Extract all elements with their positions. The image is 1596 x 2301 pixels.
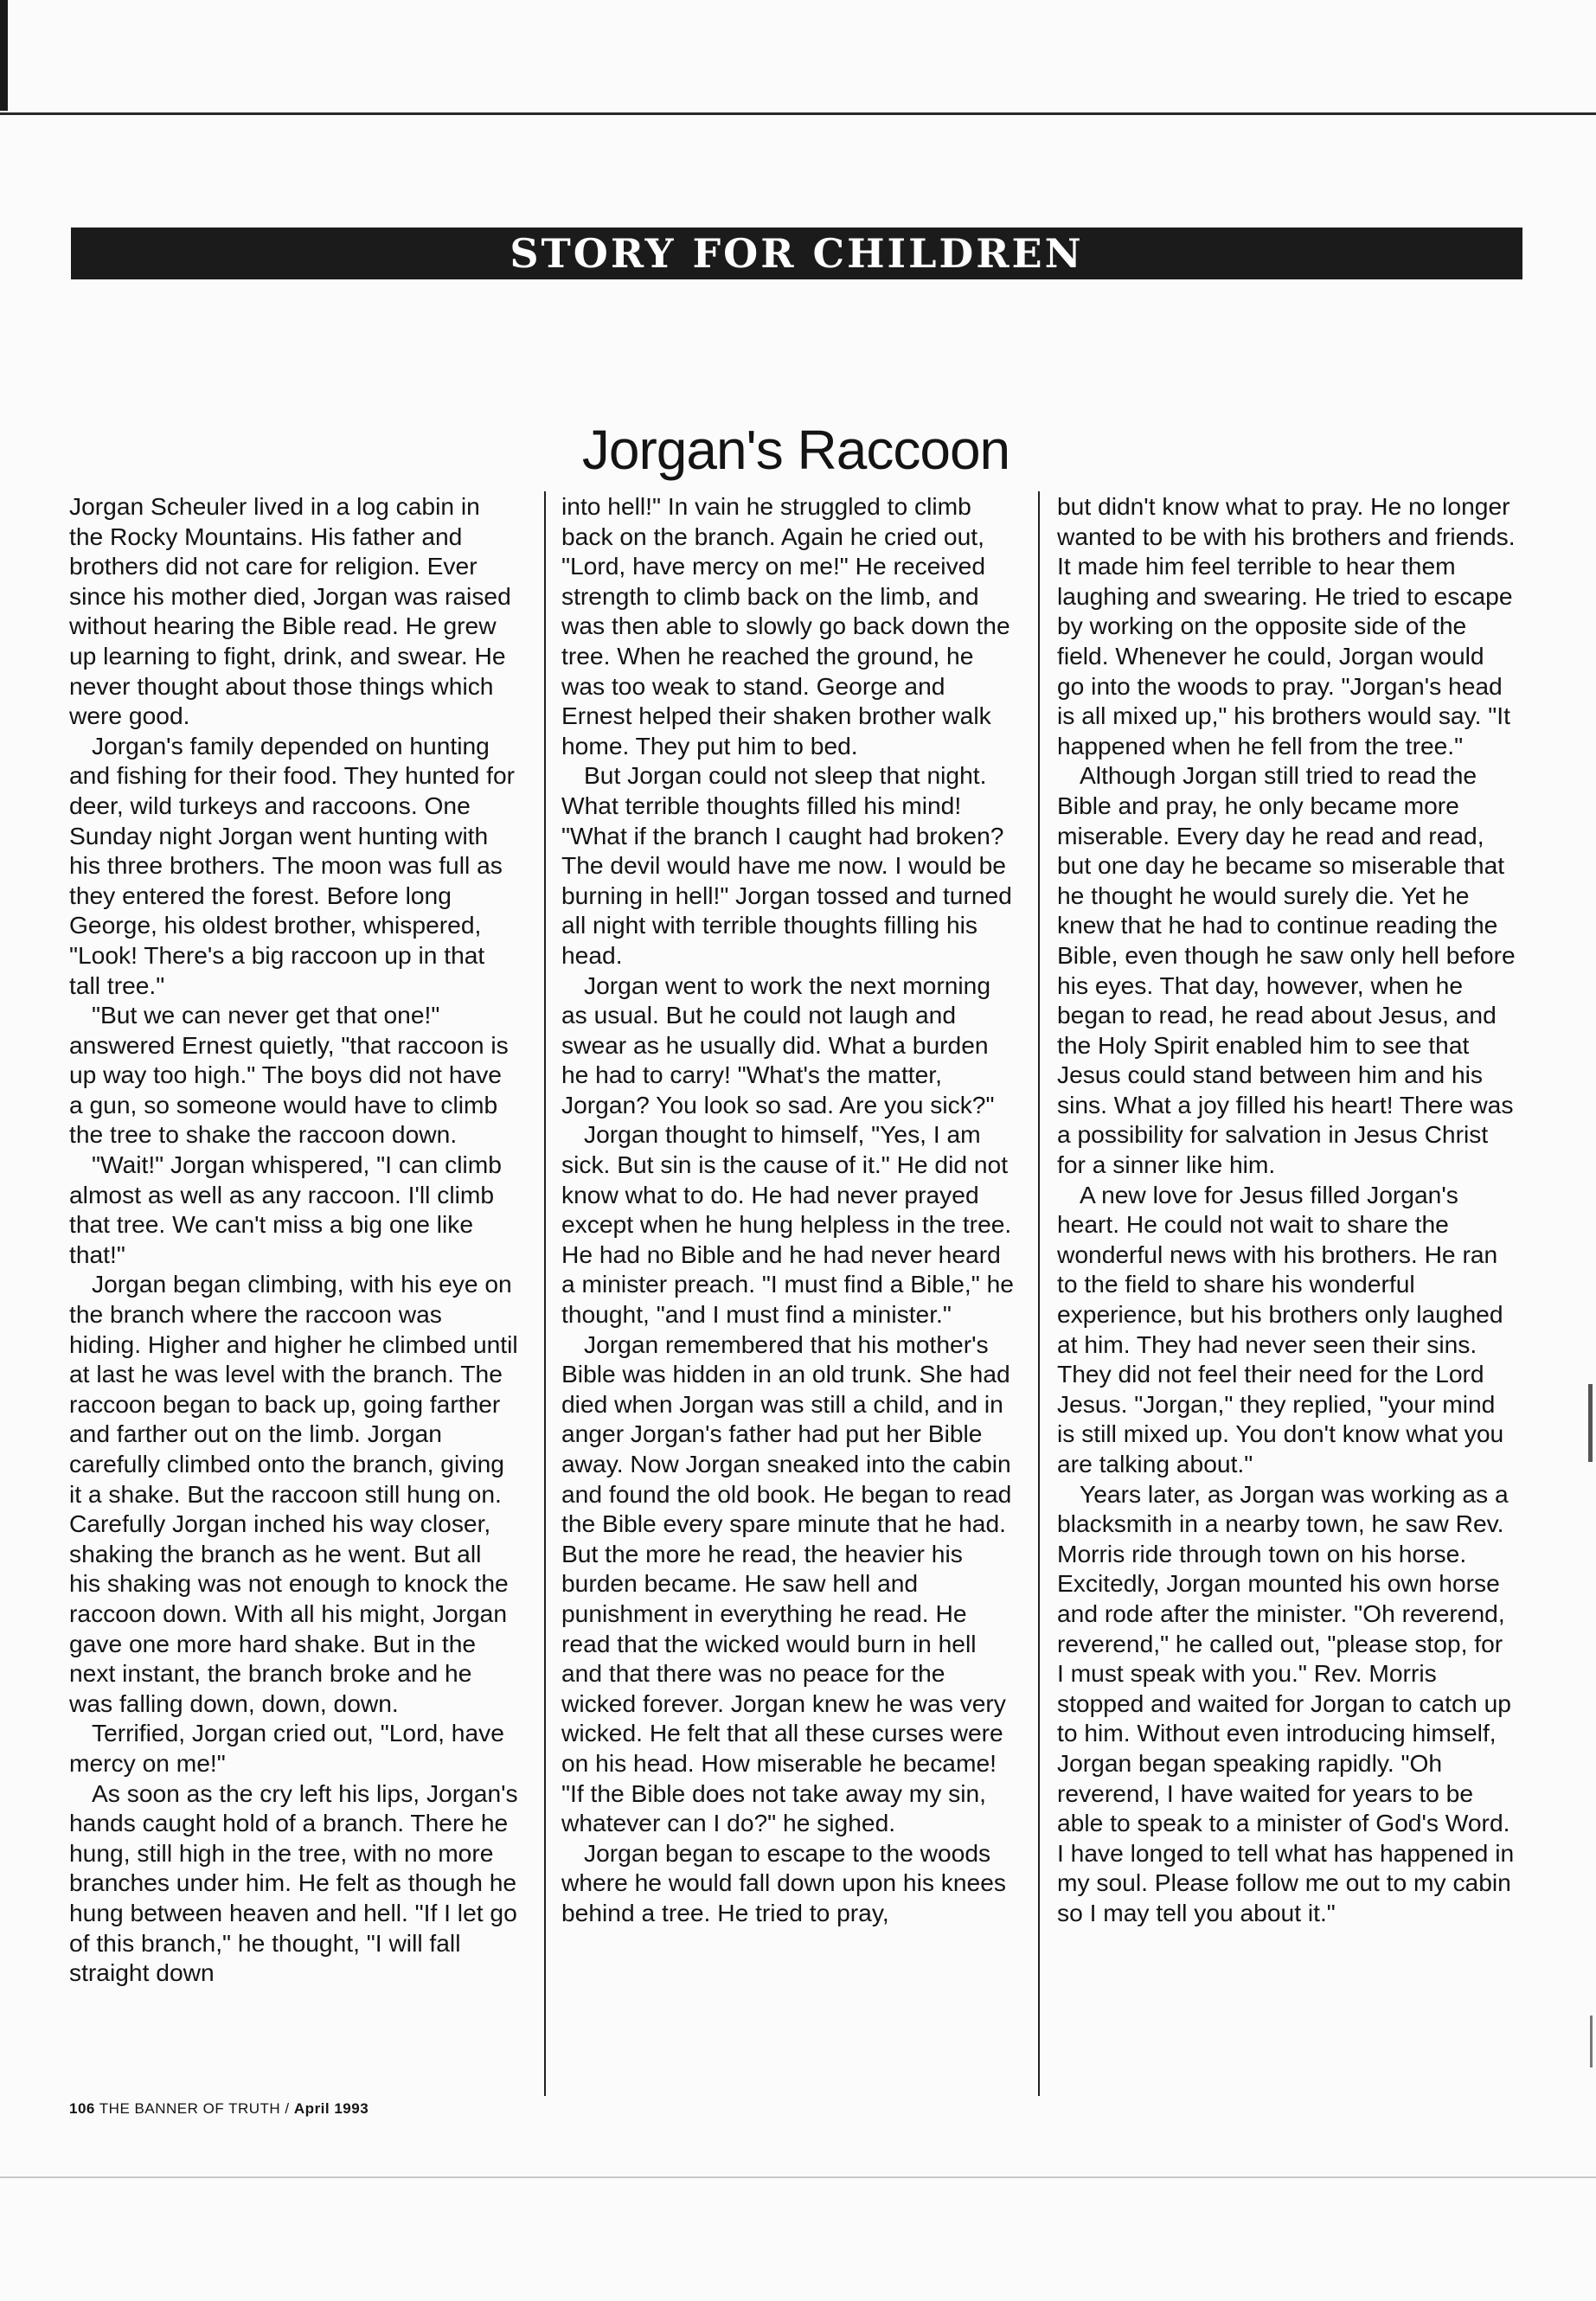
- paragraph: Jorgan went to work the next morning as usual. But he could not laugh and swear as he usually did. What a burden he had to carry! "What's the matter, Jorgan? You look so sad. Are you sick?": [561, 971, 995, 1118]
- section-banner: STORY FOR CHILDREN: [71, 228, 1522, 279]
- paragraph: As soon as the cry left his lips, Jorgan's hands caught hold of a branch. There he hung, still high in the tree, with no more branches under him. He felt as though he hung between heaven and hell. "If I let go of this branch," he thought, "I will fall straight down: [69, 1779, 518, 1987]
- page-footer: [69, 2100, 369, 2118]
- paragraph: Terrified, Jorgan cried out, "Lord, have mercy on me!": [69, 1719, 504, 1777]
- text-column-1: [69, 491, 519, 1988]
- paragraph: "But we can never get that one!" answered Ernest quietly, "that raccoon is up way too high." The boys did not have a gun, so someone would have to climb the tree to shake the raccoon down.: [69, 1001, 509, 1149]
- paragraph: A new love for Jesus filled Jorgan's heart. He could not wait to share the wonderful news with his brothers. He ran to the field to share his wonderful experience, but his brothers only laughed at him. They had never seen their sins. They did not feel their need for the Lord Jesus. "Jorgan," they replied, "your mind is still mixed up. You don't know what you are talking about.": [1057, 1180, 1504, 1477]
- publication-name: THE BANNER OF TRUTH /: [99, 2100, 290, 2117]
- scan-mark: [1588, 1384, 1593, 1462]
- paragraph: "Wait!" Jorgan whispered, "I can climb almost as well as any raccoon. I'll climb that tree. We can't miss a big one like that!": [69, 1150, 502, 1268]
- top-rule: [0, 112, 1596, 115]
- column-divider: [1038, 491, 1040, 2096]
- paragraph: Jorgan thought to himself, "Yes, I am sick. But sin is the cause of it." He did not know what to do. He had never prayed except when he hung helpless in the tree. He had no Bible and he had never heard a minister preach. "I must find a Bible," he thought, "and I must find a minister.": [561, 1120, 1014, 1329]
- column-divider: [544, 491, 546, 2096]
- scan-mark: [1590, 2016, 1593, 2067]
- paragraph: Years later, as Jorgan was working as a blacksmith in a nearby town, he saw Rev. Morris ride through town on his horse. Excitedly, Jorgan mounted his own horse and rode after the minister. "Oh reverend, reverend," he called out, "please stop, for I must speak with you." Rev. Morris stopped and waited for Jorgan to catch up to him. Without even introducing himself, Jorgan began speaking rapidly. "Oh reverend, I have waited for years to be able to speak to a minister of God's Word. I have longed to tell what has happened in my soul. Please follow me out to my cabin so I may tell you about it.": [1057, 1479, 1515, 1926]
- paragraph: Jorgan remembered that his mother's Bible was hidden in an old trunk. She had died when Jorgan was still a child, and in anger Jorgan's father had put her Bible away. Now Jorgan sneaked into the cabin and found the old book. He began to read the Bible every spare minute that he had. But the more he read, the heavier his burden became. He saw hell and punishment in everything he read. He read that the wicked would burn in hell and that there was no peace for the wicked forever. Jorgan knew he was very wicked. He felt that all these curses were on his head. How miserable he became! "If the Bible does not take away my sin, whatever can I do?" he sighed.: [561, 1330, 1012, 1837]
- paragraph: Jorgan began to escape to the woods where he would fall down upon his knees behind a tree. He tried to pray,: [561, 1838, 1006, 1926]
- paragraph: But Jorgan could not sleep that night. What terrible thoughts filled his mind! "What if the branch I caught had broken? The devil would have me now. I would be burning in hell!" Jorgan tossed and turned all night with terrible thoughts filling his head.: [561, 761, 1012, 969]
- paragraph: but didn't know what to pray. He no longer wanted to be with his brothers and friends. It made him feel terrible to hear them laughing and swearing. He tried to escape by working on the opposite side of the field. Whenever he could, Jorgan would go into the woods to pray. "Jorgan's head is all mixed up," his brothers would say. "It happened when he fell from the tree.": [1057, 492, 1516, 760]
- story-title: Jorgan's Raccoon: [581, 419, 1010, 481]
- text-column-3: [1057, 491, 1516, 1928]
- page-number: 106: [69, 2100, 95, 2117]
- paragraph: Although Jorgan still tried to read the Bible and pray, he only became more miserable. Every day he read and read, but one day he became so miserable that he thought he would surely die. Yet he knew that he had to continue reading the Bible, even though he saw only hell before his eyes. That day, however, when he began to read, he read about Jesus, and the Holy Spirit enabled him to see that Jesus could stand between him and his sins. What a joy filled his heart! There was a possibility for salvation in Jesus Christ for a sinner like him.: [1057, 761, 1516, 1179]
- paragraph: into hell!" In vain he struggled to climb back on the branch. Again he cried out, "Lord, have mercy on me!" He received strength to climb back on the limb, and was then able to slowly go back down the tree. When he reached the ground, he was too weak to stand. George and Ernest helped their shaken brother walk home. They put him to bed.: [561, 492, 1010, 760]
- text-column-2: [561, 491, 1016, 1928]
- issue-date: April 1993: [293, 2100, 369, 2117]
- scan-edge: [0, 0, 8, 111]
- bottom-rule: [0, 2176, 1596, 2178]
- paragraph: Jorgan began climbing, with his eye on the branch where the raccoon was hiding. Higher and higher he climbed until at last he was level with the branch. The raccoon began to back up, going farther and farther out on the limb. Jorgan carefully climbed onto the branch, giving it a shake. But the raccoon still hung on. Carefully Jorgan inched his way closer, shaking the branch as he went. But all his shaking was not enough to knock the raccoon down. With all his might, Jorgan gave one more hard shake. But in the next instant, the branch broke and he was falling down, down, down.: [69, 1270, 518, 1717]
- paragraph: Jorgan Scheuler lived in a log cabin in the Rocky Mountains. His father and brothers did not care for religion. Ever since his mother died, Jorgan was raised without hearing the Bible read. He grew up learning to fight, drink, and swear. He never thought about those things which were good.: [69, 492, 511, 730]
- paragraph: Jorgan's family depended on hunting and fishing for their food. They hunted for deer, wild turkeys and raccoons. One Sunday night Jorgan went hunting with his three brothers. The moon was full as they entered the forest. Before long George, his oldest brother, whispered, "Look! There's a big raccoon up in that tall tree.": [69, 731, 516, 999]
